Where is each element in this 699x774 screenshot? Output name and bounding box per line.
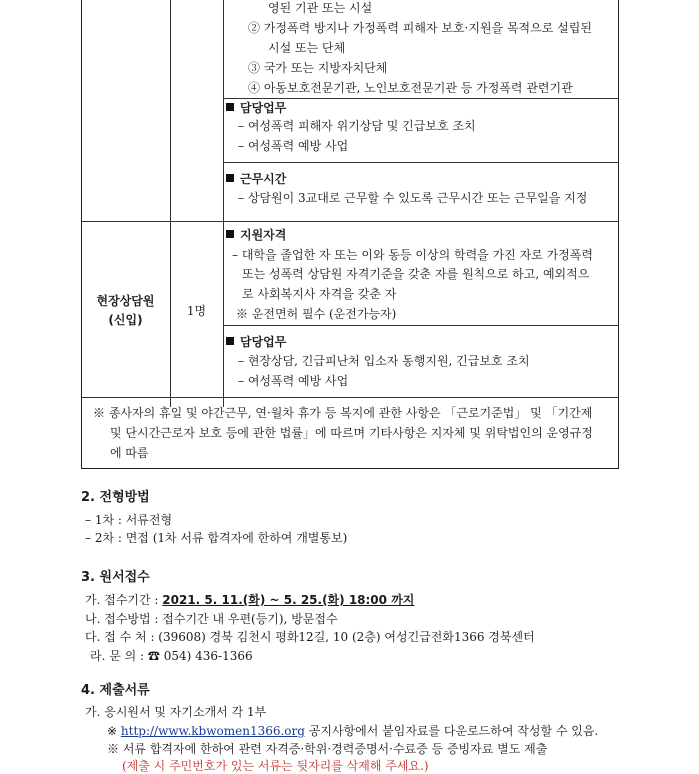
list-item: 영된 기관 또는 시설: [268, 1, 373, 15]
duty-heading: 담당업무: [226, 334, 286, 350]
list-item: ② 가정폭력 방지나 가정폭력 피해자 보호·지원을 목적으로 설립된: [248, 21, 592, 35]
section-title: 2. 전형방법: [81, 490, 150, 505]
duty-heading: 담당업무: [226, 100, 286, 116]
list-item: ④ 아동보호전문기관, 노인보호전문기관 등 가정폭력 관련기관: [248, 81, 573, 95]
note-line: ※ 종사자의 휴일 및 야간근무, 연·월차 휴가 등 복지에 관한 사항은 「근로기준법」 및 「기간제: [93, 406, 593, 420]
list-item: – 1차 : 서류전형: [85, 513, 173, 527]
role-type: (신입): [108, 313, 143, 327]
list-item: 로 사회복지사 자격을 갖춘 자: [242, 287, 397, 301]
list-item: – 대학을 졸업한 자 또는 이와 동등 이상의 학력을 가진 자로 가정폭력: [232, 248, 593, 262]
row-divider: [223, 98, 619, 99]
qualification-heading: 지원자격: [226, 227, 286, 243]
section-title: 4. 제출서류: [81, 683, 150, 698]
note-line: 에 따름: [110, 446, 149, 460]
bullet-square-icon: [226, 337, 234, 345]
list-item: – 여성폭력 예방 사업: [238, 139, 349, 153]
row-divider: [82, 221, 619, 222]
list-item: – 상담원이 3교대로 근무할 수 있도록 근무시간 또는 근무일을 지정: [238, 191, 588, 205]
period-value: 2021. 5. 11.(화) ~ 5. 25.(화) 18:00 까지: [162, 593, 415, 607]
section-title: 3. 원서접수: [81, 570, 150, 585]
list-item: ※ 운전면허 필수 (운전가능자): [236, 307, 397, 321]
col-divider-1: [170, 0, 171, 407]
list-item: 가. 응시원서 및 자기소개서 각 1부: [85, 705, 267, 719]
period-row: 가. 접수기간 : 2021. 5. 11.(화) ~ 5. 25.(화) 18:00 까지: [85, 593, 415, 607]
phone-value: ☎ 054) 436-1366: [147, 649, 253, 663]
warning-note: (제출 시 주민번호가 있는 서류는 뒷자리를 삭제해 주세요.): [122, 759, 429, 773]
role-name: 현장상담원: [96, 294, 155, 308]
hours-heading: 근무시간: [226, 171, 286, 187]
note-line: 및 단시간근로자 보호 등에 관한 법률」에 따르며 기타사항은 지자체 및 위탁법인의 운영규정: [110, 426, 593, 440]
homepage-link[interactable]: http://www.kbwomen1366.org: [120, 724, 305, 738]
list-item: – 현장상담, 긴급피난처 입소자 동행지원, 긴급보호 조치: [238, 354, 530, 368]
link-row: ※ http://www.kbwomen1366.org 공지사항에서 붙임자료를 다운로드하여 작성할 수 있음.: [107, 724, 599, 738]
contact-row: 라. 문 의 : ☎ 054) 436-1366: [90, 649, 253, 663]
bullet-square-icon: [226, 230, 234, 238]
list-item: – 2차 : 면접 (1차 서류 합격자에 한하여 개별통보): [85, 531, 348, 545]
row-divider: [223, 162, 619, 163]
list-item: 또는 성폭력 상담원 자격기준을 갖춘 자를 원칙으로 하고, 예외적으: [242, 267, 590, 281]
list-item: ③ 국가 또는 지방자치단체: [248, 61, 388, 75]
place-row: 다. 접 수 처 : (39608) 경북 김천시 평화12길, 10 (2층) 여성긴급전화1366 경북센터: [85, 630, 535, 644]
col-divider-2: [223, 0, 224, 407]
role-count: 1명: [186, 304, 207, 318]
list-item: 시설 또는 단체: [268, 41, 346, 55]
method-row: 나. 접수방법 : 접수기간 내 우편(등기), 방문접수: [85, 612, 338, 626]
note-line: ※ 서류 합격자에 한하여 관련 자격증·학위·경력증명서·수료증 등 증빙자료 별도 제출: [107, 742, 548, 756]
list-item: – 여성폭력 예방 사업: [238, 374, 349, 388]
row-divider: [82, 397, 619, 398]
list-item: – 여성폭력 피해자 위기상담 및 긴급보호 조치: [238, 119, 476, 133]
bullet-square-icon: [226, 174, 234, 182]
bullet-square-icon: [226, 103, 234, 111]
row-divider: [223, 325, 619, 326]
